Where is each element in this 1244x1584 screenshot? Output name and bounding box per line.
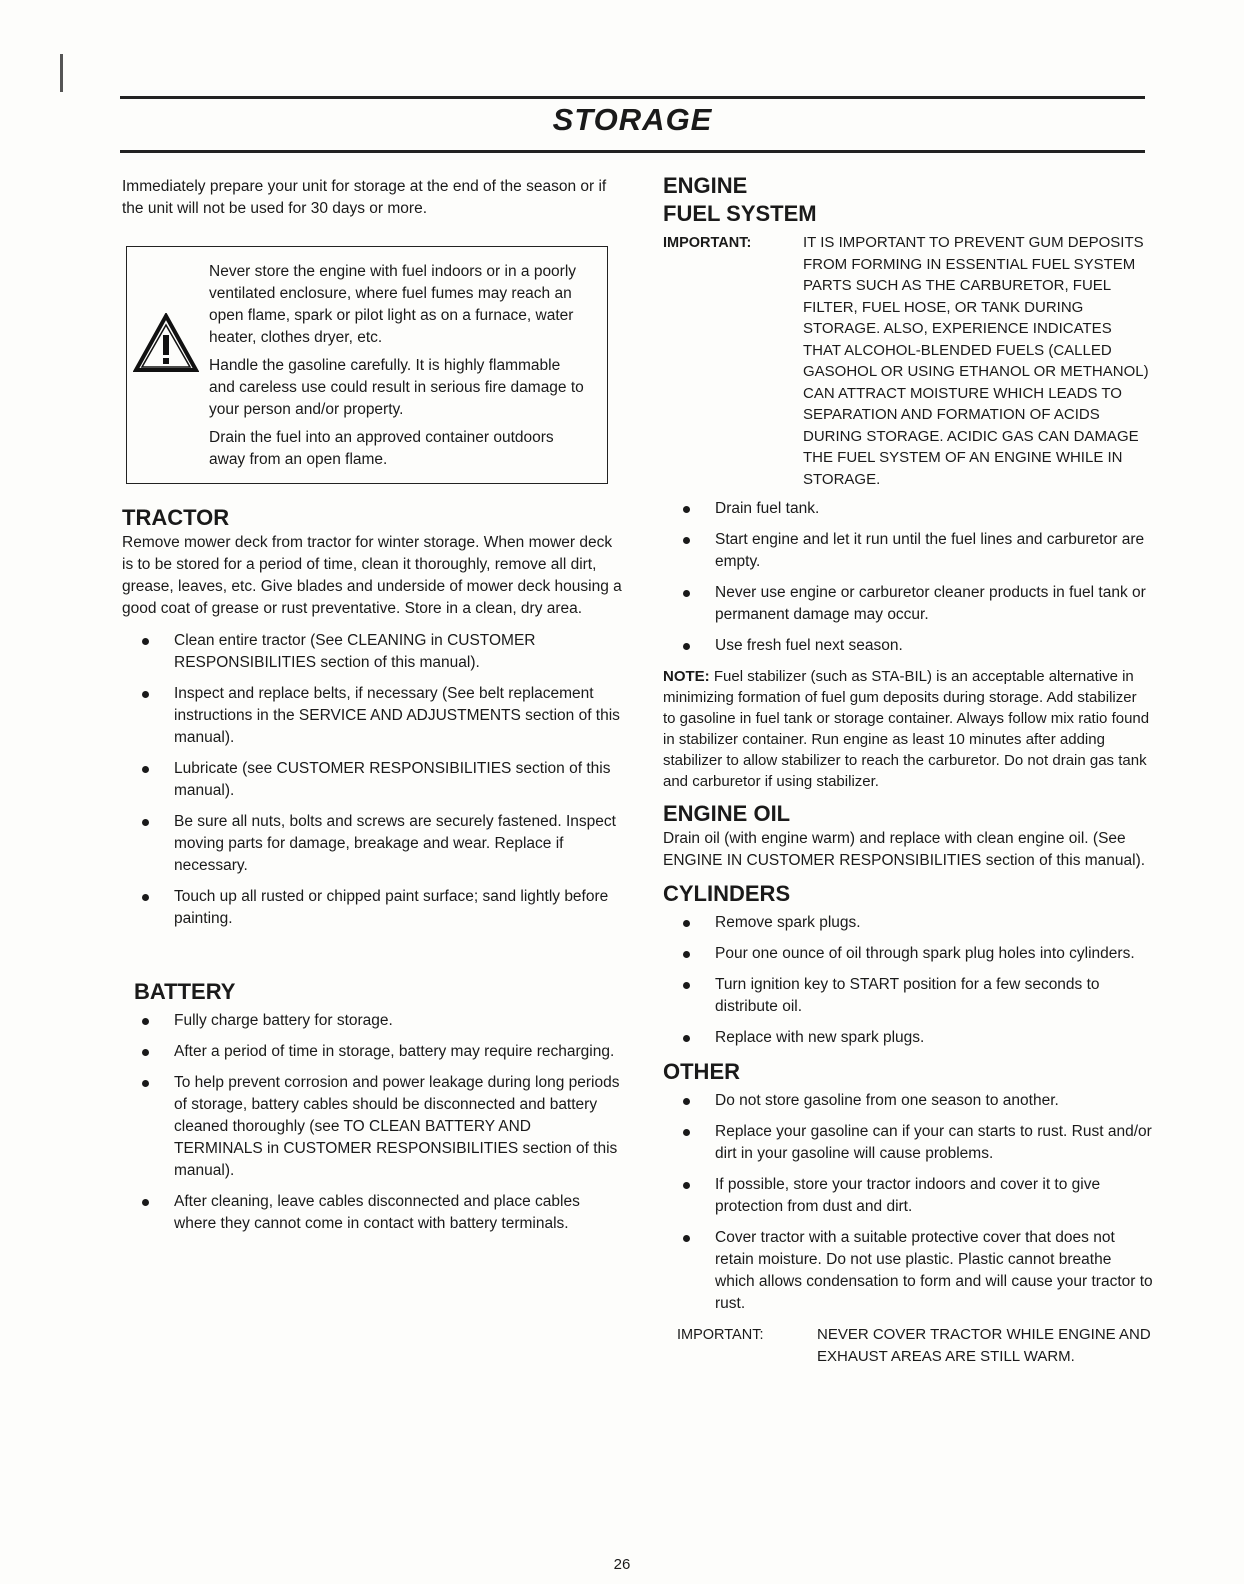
list-item: Use fresh fuel next season. xyxy=(663,635,1153,657)
tractor-heading: TRACTOR xyxy=(122,505,230,530)
list-item: Fully charge battery for storage. xyxy=(122,1010,622,1032)
fuel-important xyxy=(663,232,1153,490)
list-item: Replace with new spark plugs. xyxy=(663,1027,1153,1049)
fuel-note xyxy=(663,666,1153,792)
warning-paragraph: Handle the gasoline carefully. It is highly flammable and careless use could result in serious fire damage to your person and/or property. xyxy=(209,357,584,418)
fuel-list xyxy=(663,498,1153,657)
list-item: Cover tractor with a suitable protective cover that does not retain moisture. Do not use plastic. Plastic cannot breathe which allows condensation to form and will cause your tractor to rust. xyxy=(663,1227,1153,1315)
title-rule-bottom xyxy=(120,150,1145,153)
engine-heading: ENGINE xyxy=(663,173,748,198)
important-label: IMPORTANT: xyxy=(677,1327,764,1343)
list-item: Remove spark plugs. xyxy=(663,912,1153,934)
important-label: IMPORTANT: xyxy=(663,235,752,251)
engine-oil-heading: ENGINE OIL xyxy=(663,801,791,826)
list-item: Inspect and replace belts, if necessary (See belt replacement instructions in the SERVICE AND ADJUSTMENTS section of this manual). xyxy=(122,683,622,749)
other-heading: OTHER xyxy=(663,1059,740,1084)
cylinders-heading: CYLINDERS xyxy=(663,881,791,906)
list-item: Replace your gasoline can if your can starts to rust. Rust and/or dirt in your gasoline will cause problems. xyxy=(663,1121,1153,1165)
list-item: Lubricate (see CUSTOMER RESPONSIBILITIES section of this manual). xyxy=(122,758,622,802)
list-item: After a period of time in storage, battery may require recharging. xyxy=(122,1041,622,1063)
left-column xyxy=(122,176,622,1244)
list-item: Never use engine or carburetor cleaner products in fuel tank or permanent damage may occur. xyxy=(663,582,1153,626)
tractor-list xyxy=(122,630,622,930)
engine-oil-text: Drain oil (with engine warm) and replace with clean engine oil. (See ENGINE IN CUSTOMER RESPONSIBILITIES section of this manual). xyxy=(663,830,1146,869)
list-item: After cleaning, leave cables disconnected and place cables where they cannot come in contact with battery terminals. xyxy=(122,1191,622,1235)
list-item: If possible, store your tractor indoors and cover it to give protection from dust and dirt. xyxy=(663,1174,1153,1218)
list-item: Do not store gasoline from one season to another. xyxy=(663,1090,1153,1112)
other-list xyxy=(663,1090,1153,1315)
list-item: To help prevent corrosion and power leakage during long periods of storage, battery cables should be disconnected and battery cleaned thoroughly (see TO CLEAN BATTERY AND TERMINALS in CUSTOMER RESPONSIBILITIES section of this manual). xyxy=(122,1072,622,1182)
fuel-system-heading: FUEL SYSTEM xyxy=(663,201,817,226)
cylinders-list xyxy=(663,912,1153,1049)
intro-text: Immediately prepare your unit for storage at the end of the season or if the unit will not be used for 30 days or more. xyxy=(122,178,607,217)
title-rule-top xyxy=(120,96,1145,99)
warning-paragraph: Drain the fuel into an approved container outdoors away from an open flame. xyxy=(209,429,554,468)
page-number: 26 xyxy=(613,1556,631,1573)
important-text: IT IS IMPORTANT TO PREVENT GUM DEPOSITS FROM FORMING IN ESSENTIAL FUEL SYSTEM PARTS SUCH AS THE CARBURETOR, FUEL FILTER, FUEL HOSE, OR TANK DURING STORAGE. ALSO, EXPERIENCE INDICATES THAT ALCOHOL-BLENDED FUELS (CALLED GASOHOL OR USING ETHANOL OR METHANOL) CAN ATTRACT MOISTURE WHICH LEADS TO SEPARATION AND FORMATION OF ACIDS DURING STORAGE. ACIDIC GAS CAN DAMAGE THE FUEL SYSTEM OF AN ENGINE WHILE IN STORAGE. xyxy=(803,234,1149,488)
warning-box xyxy=(126,246,608,484)
list-item: Start engine and let it run until the fuel lines and carburetor are empty. xyxy=(663,529,1153,573)
warning-triangle-icon xyxy=(133,313,199,373)
list-item: Turn ignition key to START position for a few seconds to distribute oil. xyxy=(663,974,1153,1018)
list-item: Be sure all nuts, bolts and screws are securely fastened. Inspect moving parts for damage, breakage and wear. Replace if necessary. xyxy=(122,811,622,877)
list-item: Clean entire tractor (See CLEANING in CUSTOMER RESPONSIBILITIES section of this manual). xyxy=(122,630,622,674)
tractor-intro: Remove mower deck from tractor for winter storage. When mower deck is to be stored for a period of time, clean it thoroughly, remove all dirt, grease, leaves, etc. Give blades and underside of mower deck housing a good coat of grease or rust preventative. Store in a clean, dry area. xyxy=(122,534,622,617)
note-text: Fuel stabilizer (such as STA-BIL) is an acceptable alternative in minimizing formation of fuel gum deposits during storage. Add stabilizer to gasoline in fuel tank or storage container. Always follow mix ratio found in stabilizer container. Run engine as least 10 minutes after adding stabilizer to allow stabilizer to reach the carburetor. Do not drain gas tank and carburetor if using stabilizer. xyxy=(663,668,1150,790)
right-column xyxy=(663,172,1153,1367)
list-item: Pour one ounce of oil through spark plug holes into cylinders. xyxy=(663,943,1153,965)
warning-text xyxy=(209,261,589,477)
battery-list xyxy=(122,1010,622,1235)
other-important xyxy=(677,1324,1153,1367)
list-item: Touch up all rusted or chipped paint surface; sand lightly before painting. xyxy=(122,886,622,930)
list-item: Drain fuel tank. xyxy=(663,498,1153,520)
warning-paragraph: Never store the engine with fuel indoors or in a poorly ventilated enclosure, where fuel fumes may reach an open flame, spark or pilot light as on a furnace, water heater, clothes dryer, etc. xyxy=(209,263,577,346)
scan-mark xyxy=(60,54,63,92)
page-title: STORAGE xyxy=(552,102,713,137)
important-text: NEVER COVER TRACTOR WHILE ENGINE AND EXHAUST AREAS ARE STILL WARM. xyxy=(817,1326,1151,1365)
battery-heading: BATTERY xyxy=(134,979,236,1004)
note-label: NOTE: xyxy=(663,668,710,685)
